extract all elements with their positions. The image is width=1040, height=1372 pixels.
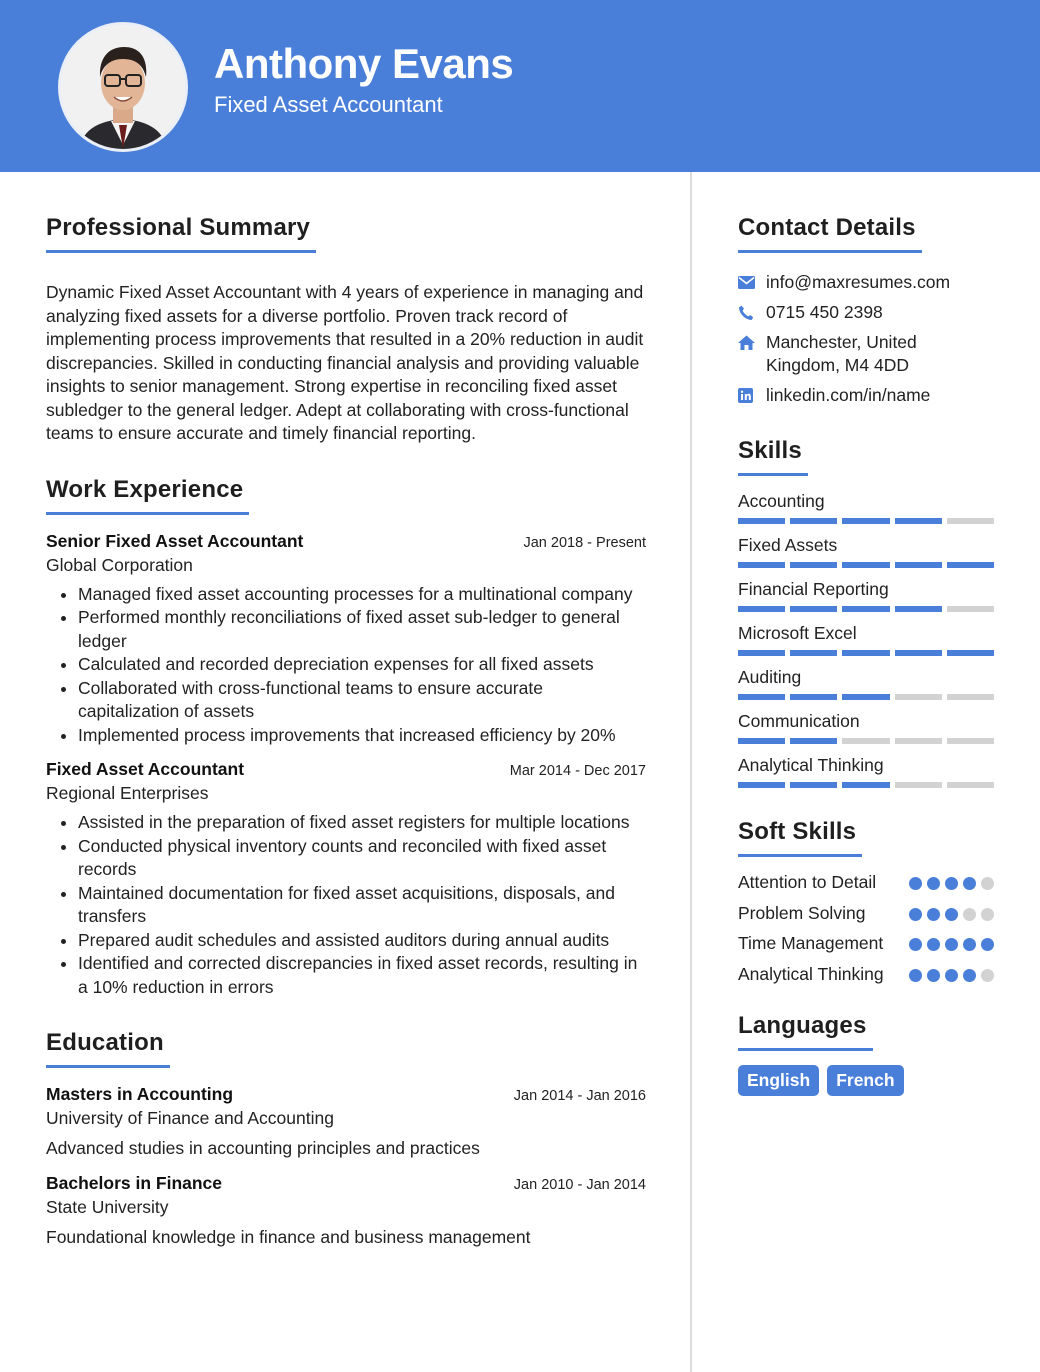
skill-level-segment bbox=[895, 518, 942, 524]
contact-email-text[interactable]: info@maxresumes.com bbox=[766, 272, 951, 292]
skill-level-segment bbox=[738, 782, 785, 788]
soft-skill-rating bbox=[909, 908, 994, 921]
job-company: Global Corporation bbox=[46, 554, 193, 575]
soft-skill-name: Attention to Detail bbox=[738, 872, 877, 892]
skill-level-bar bbox=[738, 606, 994, 612]
job-bullets bbox=[46, 811, 646, 999]
soft-skill-name: Analytical Thinking bbox=[738, 963, 884, 984]
degree-title: Masters in Accounting bbox=[46, 1084, 234, 1104]
job-bullet: • Calculated and recorded depreciation expenses for all fixed assets bbox=[78, 653, 646, 677]
skill-level-segment bbox=[738, 562, 785, 568]
rating-dot bbox=[963, 938, 976, 951]
contact-phone-text[interactable]: 0715 450 2398 bbox=[766, 302, 883, 322]
skill-item bbox=[738, 622, 994, 656]
main-column bbox=[46, 214, 646, 1248]
job-title: Fixed Asset Accountant bbox=[46, 759, 245, 779]
rating-dot bbox=[963, 877, 976, 890]
education-heading: Education bbox=[46, 1029, 170, 1068]
skill-level-segment bbox=[842, 782, 889, 788]
rating-dot bbox=[909, 938, 922, 951]
candidate-title: Fixed Asset Accountant bbox=[214, 92, 443, 117]
skill-level-segment bbox=[947, 562, 994, 568]
phone-icon bbox=[738, 301, 766, 324]
skill-level-segment bbox=[790, 694, 837, 700]
skill-level-segment bbox=[947, 782, 994, 788]
skill-level-segment bbox=[790, 738, 837, 744]
skill-item bbox=[738, 666, 994, 700]
skill-level-segment bbox=[947, 694, 994, 700]
skill-level-segment bbox=[947, 738, 994, 744]
languages-list bbox=[738, 1065, 994, 1096]
skill-level-segment bbox=[947, 606, 994, 612]
rating-dot bbox=[981, 938, 994, 951]
home-icon bbox=[738, 331, 766, 354]
rating-dot bbox=[927, 969, 940, 982]
soft-skill-name: Problem Solving bbox=[738, 902, 866, 923]
contact-phone[interactable] bbox=[738, 301, 994, 324]
contact-email[interactable] bbox=[738, 271, 994, 294]
skill-level-segment bbox=[895, 782, 942, 788]
language-badge: English bbox=[738, 1065, 819, 1096]
skill-level-segment bbox=[842, 738, 889, 744]
rating-dot bbox=[945, 969, 958, 982]
education-date: Jan 2010 - Jan 2014 bbox=[513, 1177, 646, 1193]
job-bullet: • Prepared audit schedules and assisted auditors during annual audits bbox=[78, 929, 646, 953]
soft-skill-item bbox=[738, 963, 994, 987]
contact-heading: Contact Details bbox=[738, 214, 922, 253]
job-entry bbox=[46, 759, 646, 999]
job-bullet: • Assisted in the preparation of fixed asset registers for multiple locations bbox=[78, 811, 646, 835]
skill-level-segment bbox=[790, 562, 837, 568]
education-entry bbox=[46, 1084, 646, 1159]
linkedin-icon bbox=[738, 384, 766, 407]
soft-skill-name: Time Management bbox=[738, 933, 884, 953]
soft-skill-rating bbox=[909, 969, 994, 982]
job-bullet: • Conducted physical inventory counts and reconciled with fixed asset records bbox=[78, 835, 646, 882]
skill-level-segment bbox=[895, 738, 942, 744]
skill-level-segment bbox=[895, 606, 942, 612]
rating-dot bbox=[963, 969, 976, 982]
skill-level-segment bbox=[842, 606, 889, 612]
rating-dot bbox=[927, 877, 940, 890]
contact-list bbox=[738, 271, 994, 407]
skill-level-bar bbox=[738, 562, 994, 568]
education-description: Advanced studies in accounting principles and practices bbox=[46, 1138, 480, 1158]
skill-name: Analytical Thinking bbox=[738, 755, 884, 775]
soft-skill-rating bbox=[909, 877, 994, 890]
skill-level-bar bbox=[738, 518, 994, 524]
skill-name: Microsoft Excel bbox=[738, 623, 857, 643]
skill-level-segment bbox=[790, 518, 837, 524]
job-bullet: • Performed monthly reconciliations of fixed asset sub-ledger to general ledger bbox=[78, 606, 646, 653]
skill-level-segment bbox=[738, 738, 785, 744]
contact-linkedin[interactable] bbox=[738, 384, 994, 407]
job-entry bbox=[46, 531, 646, 748]
soft-skill-rating bbox=[909, 938, 994, 951]
skills-list bbox=[738, 490, 994, 788]
skill-name: Auditing bbox=[738, 667, 802, 687]
skill-level-segment bbox=[738, 518, 785, 524]
skill-item bbox=[738, 754, 994, 788]
skill-level-segment bbox=[842, 694, 889, 700]
job-company: Regional Enterprises bbox=[46, 783, 209, 803]
skill-name: Communication bbox=[738, 711, 860, 731]
rating-dot bbox=[909, 908, 922, 921]
summary-text: Dynamic Fixed Asset Accountant with 4 years of experience in managing and analyzing fixed assets for a diverse portfolio. Proven track record of implementing process improvements that resulted in a 20% reduction in audit discrepancies. Skilled in conducting financial analysis and providing valuable insights to senior management. Strong expertise in reconciling fixed asset subledger to the general ledger. Adept at collaborating with cross-functional teams to ensure accurate and timely financial reporting. bbox=[46, 282, 644, 443]
skill-name: Fixed Assets bbox=[738, 535, 838, 555]
rating-dot bbox=[981, 908, 994, 921]
skill-level-segment bbox=[790, 782, 837, 788]
skill-level-segment bbox=[842, 562, 889, 568]
education-description: Foundational knowledge in finance and business management bbox=[46, 1227, 531, 1247]
school-name: State University bbox=[46, 1197, 169, 1217]
contact-address bbox=[738, 331, 994, 377]
skill-level-segment bbox=[895, 562, 942, 568]
contact-linkedin-text[interactable]: linkedin.com/in/name bbox=[766, 385, 931, 405]
experience-heading: Work Experience bbox=[46, 476, 249, 515]
rating-dot bbox=[945, 877, 958, 890]
skill-item bbox=[738, 578, 994, 612]
education-date: Jan 2014 - Jan 2016 bbox=[513, 1088, 646, 1104]
job-bullet: • Managed fixed asset accounting processes for a multinational company bbox=[78, 583, 646, 607]
skill-level-segment bbox=[790, 606, 837, 612]
languages-heading: Languages bbox=[738, 1012, 873, 1051]
job-date: Mar 2014 - Dec 2017 bbox=[509, 763, 646, 779]
skill-level-segment bbox=[738, 694, 785, 700]
soft-skill-item bbox=[738, 871, 994, 895]
skill-level-segment bbox=[738, 606, 785, 612]
skill-level-segment bbox=[738, 650, 785, 656]
skill-level-segment bbox=[790, 650, 837, 656]
job-bullets bbox=[46, 583, 646, 748]
education-entry bbox=[46, 1173, 646, 1248]
degree-title: Bachelors in Finance bbox=[46, 1173, 223, 1193]
resume-header bbox=[0, 0, 1040, 172]
summary-heading: Professional Summary bbox=[46, 214, 316, 253]
skill-level-bar bbox=[738, 782, 994, 788]
skill-level-segment bbox=[947, 650, 994, 656]
rating-dot bbox=[927, 908, 940, 921]
envelope-icon bbox=[738, 271, 766, 294]
job-bullet: • Collaborated with cross-functional teams to ensure accurate capitalization of assets bbox=[78, 677, 646, 724]
skills-heading: Skills bbox=[738, 437, 808, 476]
skill-name: Financial Reporting bbox=[738, 579, 889, 599]
soft-skills-list bbox=[738, 871, 994, 986]
profile-photo bbox=[61, 25, 185, 149]
soft-skill-item bbox=[738, 932, 994, 956]
language-badge: French bbox=[827, 1065, 903, 1096]
rating-dot bbox=[945, 938, 958, 951]
skill-item bbox=[738, 490, 994, 524]
skill-name: Accounting bbox=[738, 491, 825, 511]
job-bullet: • Maintained documentation for fixed asset acquisitions, disposals, and transfers bbox=[78, 882, 646, 929]
job-bullet: • Implemented process improvements that increased efficiency by 20% bbox=[78, 724, 646, 748]
skill-level-segment bbox=[842, 650, 889, 656]
rating-dot bbox=[909, 969, 922, 982]
rating-dot bbox=[927, 938, 940, 951]
candidate-name: Anthony Evans bbox=[214, 40, 514, 87]
soft-skill-item bbox=[738, 902, 994, 926]
rating-dot bbox=[909, 877, 922, 890]
skill-level-bar bbox=[738, 694, 994, 700]
school-name: University of Finance and Accounting bbox=[46, 1108, 334, 1128]
skill-level-segment bbox=[842, 518, 889, 524]
job-bullet: • Identified and corrected discrepancies in fixed asset records, resulting in a 10% reduction in errors bbox=[78, 952, 646, 999]
skill-level-bar bbox=[738, 738, 994, 744]
rating-dot bbox=[945, 908, 958, 921]
rating-dot bbox=[981, 877, 994, 890]
job-date: Jan 2018 - Present bbox=[523, 534, 646, 551]
rating-dot bbox=[981, 969, 994, 982]
rating-dot bbox=[963, 908, 976, 921]
contact-address-text: Manchester, United Kingdom, M4 4DD bbox=[766, 332, 917, 375]
skill-level-bar bbox=[738, 650, 994, 656]
job-title: Senior Fixed Asset Accountant bbox=[46, 530, 304, 551]
avatar bbox=[58, 22, 188, 152]
skill-level-segment bbox=[895, 650, 942, 656]
skill-item bbox=[738, 710, 994, 744]
sidebar-column bbox=[738, 214, 994, 1096]
soft-skills-heading: Soft Skills bbox=[738, 818, 862, 857]
column-divider bbox=[690, 172, 692, 1372]
skill-level-segment bbox=[947, 518, 994, 524]
skill-level-segment bbox=[895, 694, 942, 700]
skill-item bbox=[738, 534, 994, 568]
